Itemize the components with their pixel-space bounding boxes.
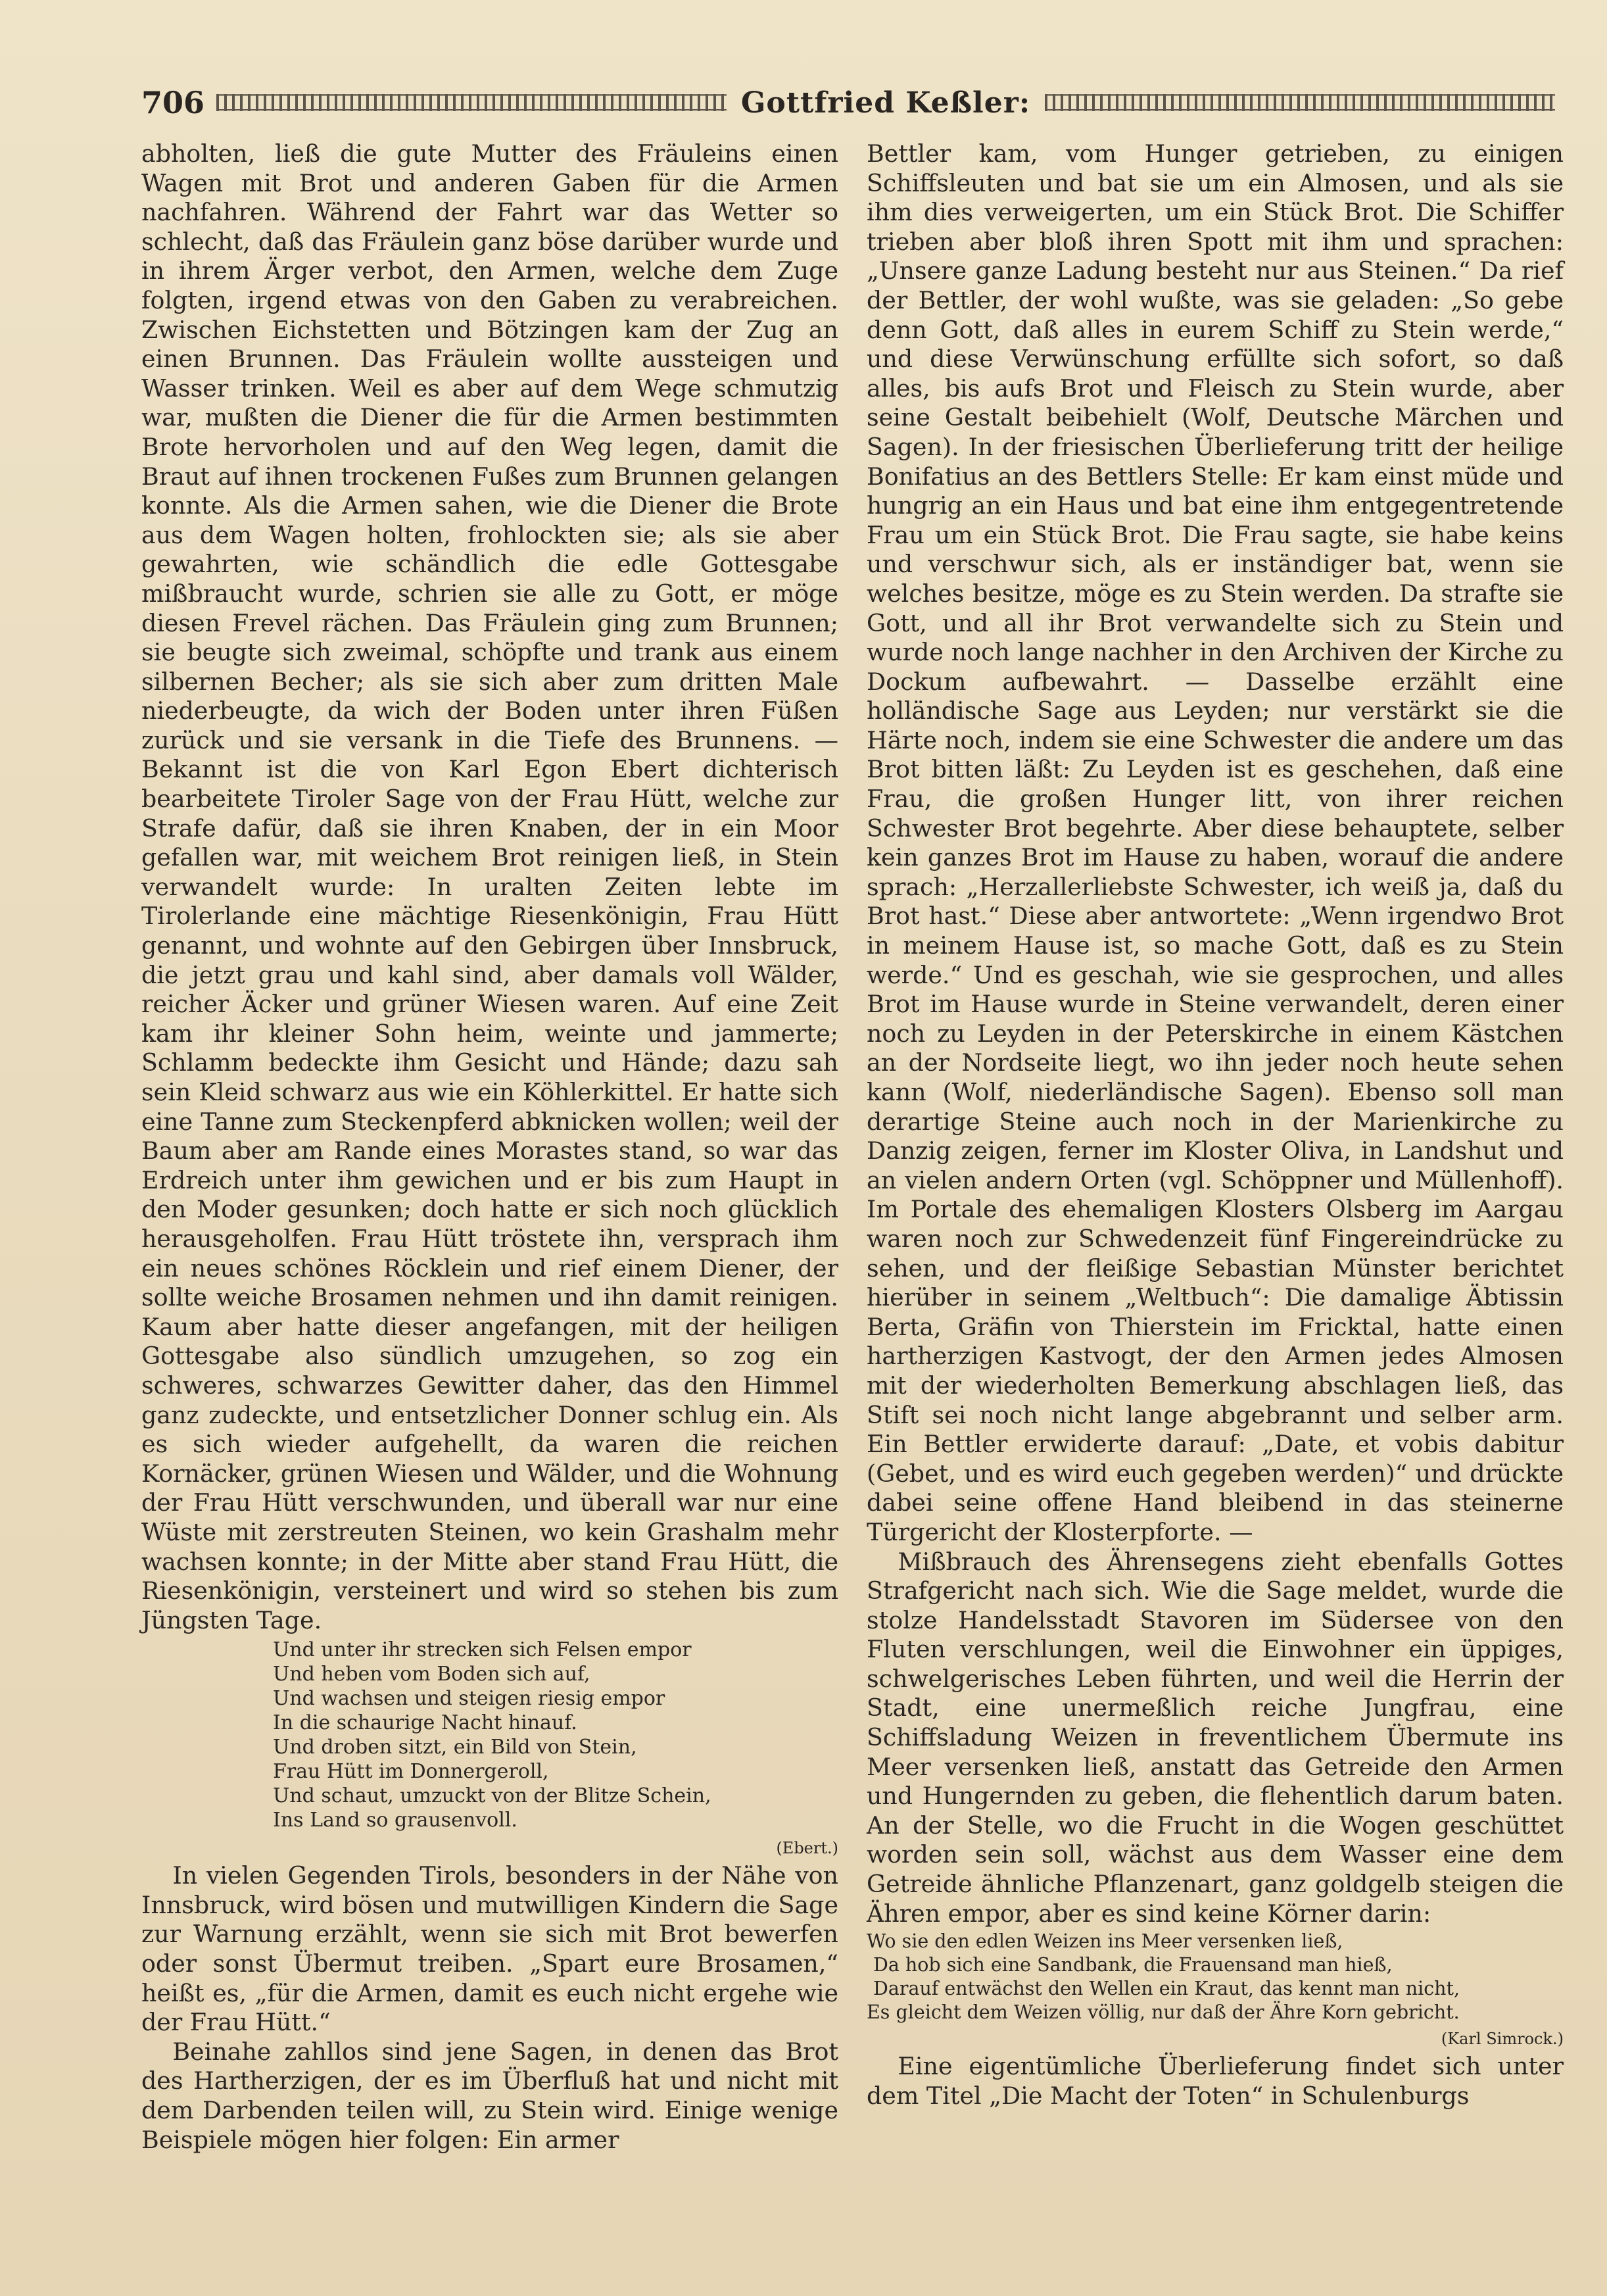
poem-attribution: (Karl Simrock.) <box>1441 2030 1564 2049</box>
left-paragraph-1: abholten, ließ die gute Mutter des Fräuleins einen Wagen mit Brot und anderen Gaben für die Armen nachfahren. Während der Fahrt war das Wetter so schlecht, daß das Fräulein ganz böse darüber wurde und in ihrem Ärger verbot, den Armen, welche dem Zuge folgten, irgend etwas von den Gaben zu verabreichen. Zwischen Eichstetten und Bötzingen kam der Zug an einen Brunnen. Das Fräulein wollte aussteigen und Wasser trinken. Weil es aber auf dem Wege schmutzig war, mußten die Diener die für die Armen bestimmten Brote hervorholen und auf den Weg legen, damit die Braut auf ihnen trockenen Fußes zum Brunnen gelangen konnte. Als die Armen sahen, wie die Diener die Brote aus dem Wagen holten, frohlockten sie; als sie aber gewahrten, wie schändlich die edle Gottesgabe mißbraucht wurde, schrien sie alle zu Gott, er möge diesen Frevel rächen. Das Fräulein ging zum Brunnen; sie beugte sich zweimal, schöpfte und trank aus einem silbernen Becher; als sie sich aber zum dritten Male niederbeugte, da wich der Boden unter ihren Füßen zurück und sie versank in die Tiefe des Brunnens. — Bekannt ist die von Karl Egon Ebert dichterisch bearbeitete Tiroler Sage von der Frau Hütt, welche zur Strafe dafür, daß sie ihren Knaben, der in ein Moor gefallen war, mit weichem Brot reinigen ließ, in Stein verwandelt wurde: In uralten Zeiten lebte im Tirolerlande eine mächtige Riesenkönigin, Frau Hütt genannt, und wohnte auf den Gebirgen über Innsbruck, die jetzt grau und kahl sind, aber damals voll Wälder, reicher Äcker und grüner Wiesen waren. Auf eine Zeit kam ihr kleiner Sohn heim, weinte und jammerte; Schlamm bedeckte ihm Gesicht und Hände; dazu sah sein Kleid schwarz aus wie ein Köhlerkittel. Er hatte sich eine Tanne zum Steckenpferd abknicken wollen; weil der Baum aber am Rande eines Morastes stand, so war das Erdreich unter ihm gewichen und er bis zum Haupt in den Moder gesunken; doch hatte er sich noch glücklich herausgeholfen. Frau Hütt tröstete ihn, versprach ihm ein neues schönes Röcklein und rief einem Diener, der sollte weiche Brosamen nehmen und ihn damit reinigen. Kaum aber hatte dieser angefangen, mit der heiligen Gottesgabe also sündlich umzugehen, so zog ein schweres, schwarzes Gewitter daher, das den Himmel ganz zudeckte, und entsetzlicher Donner schlug ein. Als es sich wieder aufgehellt, da waren die reichen Kornäcker, grünen Wiesen und Wälder, und die Wohnung der Frau Hütt verschwunden, und überall war nur eine Wüste mit zerstreuten Steinen, wo kein Grashalm mehr wachsen konnte; in der Mitte aber stand Frau Hütt, die Riesenkönigin, versteinert und wird so stehen bis zum Jüngsten Tage. <box>141 139 838 1634</box>
ornament-rule-left <box>216 94 727 111</box>
left-paragraph-2: In vielen Gegenden Tirols, besonders in der Nähe von Innsbruck, wird bösen und mutwilligen Kindern die Sage zur Warnung erzählt, wenn sie sich mit Brot bewerfen oder sonst Übermut treiben. „Spart eure Brosamen,“ heißt es, „für die Armen, damit es euch nicht ergehe wie der Frau Hütt.“ <box>141 1861 838 2037</box>
poem-line: Und schaut, umzuckt von der Blitze Schein, <box>273 1784 711 1808</box>
poem-ebert <box>273 1638 838 1832</box>
right-paragraph-1: Bettler kam, vom Hunger getrieben, zu einigen Schiffsleuten und bat sie um ein Almosen, und als sie ihm dies verweigerten, um ein Stück Brot. Die Schiffer trieben aber bloß ihren Spott mit ihm und sprachen: „Unsere ganze Ladung besteht nur aus Steinen.“ Da rief der Bettler, der wohl wußte, was sie geladen: „So gebe denn Gott, daß alles in eurem Schiff zu Stein werde,“ und diese Verwünschung erfüllte sich sofort, so daß alles, bis aufs Brot und Fleisch zu Stein wurde, aber seine Gestalt beibehielt (Wolf, Deutsche Märchen und Sagen). In der friesischen Überlieferung tritt der heilige Bonifatius an des Bettlers Stelle: Er kam einst müde und hungrig an ein Haus und bat eine ihm entgegentretende Frau um ein Stück Brot. Die Frau sagte, sie habe keins und verschwur sich, als er inständiger bat, wenn sie welches besitze, möge es zu Stein werden. Da strafte sie Gott, und all ihr Brot verwandelte sich zu Stein und wurde noch lange nachher in den Archiven der Kirche zu Dockum aufbewahrt. — Dasselbe erzählt eine holländische Sage aus Leyden; nur verstärkt sie die Härte noch, indem sie eine Schwester die andere um das Brot bitten läßt: Zu Leyden ist es geschehen, daß eine Frau, die großen Hunger litt, von ihrer reichen Schwester Brot begehrte. Aber diese behauptete, selber kein ganzes Brot im Hause zu haben, worauf die andere sprach: „Herzallerliebste Schwester, ich weiß ja, daß du Brot hast.“ Diese aber antwortete: „Wenn irgendwo Brot in meinem Hause ist, so mache Gott, daß es zu Stein werde.“ Und es geschah, wie sie gesprochen, und alles Brot im Hause wurde in Steine verwandelt, deren einer noch zu Leyden in der Peterskirche in einem Kästchen an der Nordseite liegt, wo ihn jeder noch heute sehen kann (Wolf, niederländische Sagen). Ebenso soll man derartige Steine auch noch in der Marienkirche zu Danzig zeigen, ferner im Kloster Oliva, in Landshut und an vielen andern Orten (vgl. Schöppner und Müllenhoff). Im Portale des ehemaligen Klosters Olsberg im Aargau waren noch zur Schwedenzeit fünf Fingereindrücke zu sehen, und der fleißige Sebastian Münster berichtet hierüber in seinem „Weltbuch“: Die damalige Äbtissin Berta, Gräfin von Thierstein im Fricktal, hatte einen hartherzigen Kastvogt, der den Armen jedes Almosen mit der wiederholten Bemerkung abschlagen ließ, das Stift sei noch nicht lange abgebrannt und selber arm. Ein Bettler erwiderte darauf: „Date, et vobis dabitur (Gebet, und es wird euch gegeben werden)“ und drückte dabei seine offene Hand bleibend in das steinerne Türgericht der Klosterpforte. — <box>867 139 1564 1546</box>
poem-line: Da hob sich eine Sandbank, die Frauensand man hieß, <box>873 1954 1393 1976</box>
poem-line: Und droben sitzt, ein Bild von Stein, <box>273 1736 637 1759</box>
poem-line: Und heben vom Boden sich auf, <box>273 1663 590 1686</box>
poem-line: In die schaurige Nacht hinauf. <box>273 1711 577 1735</box>
poem-line: Und wachsen und steigen riesig empor <box>273 1687 665 1711</box>
right-paragraph-3: Eine eigentümliche Überlieferung findet sich unter dem Titel „Die Macht der Toten“ in Schulenburgs <box>867 2052 1564 2110</box>
running-head: Gottfried Keßler: <box>740 85 1031 120</box>
left-column <box>141 139 838 2155</box>
ornament-rule-right <box>1045 94 1555 111</box>
poem-line: Wo sie den edlen Weizen ins Meer versenken ließ, <box>867 1930 1343 1953</box>
right-column <box>867 139 1564 2111</box>
right-paragraph-2: Mißbrauch des Ährensegens zieht ebenfalls Gottes Strafgericht nach sich. Wie die Sage meldet, wurde die stolze Handelsstadt Stavoren im Südersee von den Fluten verschlungen, weil die Einwohner ein üppiges, schwelgerisches Leben führten, und weil die Herrin der Stadt, eine unermeßlich reiche Jungfrau, eine Schiffsladung Weizen in freventlichem Übermute ins Meer versenken ließ, anstatt das Getreide den Armen und Hungernden zu geben, die flehentlich darum baten. An der Stelle, wo die Frucht in die Wogen geschüttet worden sein soll, wächst aus dem Wasser eine dem Getreide ähnliche Pflanzenart, ganz goldgelb steigen die Ähren empor, aber es sind keine Körner darin: <box>867 1547 1564 1928</box>
poem-line: Und unter ihr strecken sich Felsen empor <box>273 1638 692 1662</box>
left-paragraph-3: Beinahe zahllos sind jene Sagen, in denen das Brot des Hartherzigen, der es im Überfluß hat und nicht mit dem Darbenden teilen will, zu Stein wird. Einige wenige Beispiele mögen hier folgen: Ein armer <box>141 2037 838 2154</box>
poem-attribution: (Ebert.) <box>776 1839 838 1858</box>
page-header <box>141 82 1555 123</box>
poem-line: Darauf entwächst den Wellen ein Kraut, das kennt man nicht, <box>873 1978 1460 2000</box>
poem-simrock <box>867 1930 1564 2024</box>
poem-line: Frau Hütt im Donnergeroll, <box>273 1760 549 1784</box>
poem-line: Es gleicht dem Weizen völlig, nur daß der Ähre Korn gebricht. <box>867 2001 1460 2024</box>
page-number: 706 <box>141 85 205 120</box>
poem-line: Ins Land so grausenvoll. <box>273 1809 517 1832</box>
